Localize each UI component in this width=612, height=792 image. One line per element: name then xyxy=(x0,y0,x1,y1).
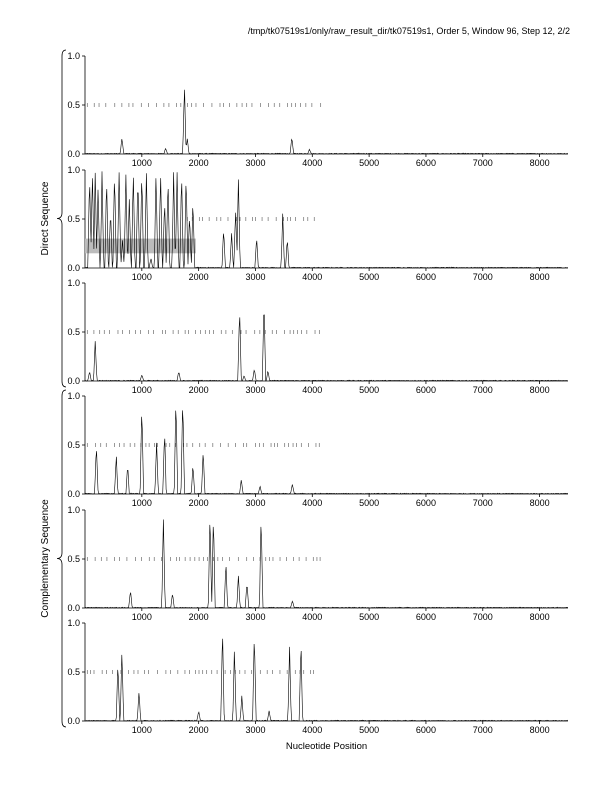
x-tick-label: 7000 xyxy=(472,158,493,168)
x-tick-label: 8000 xyxy=(529,498,550,508)
series-line-panel-1 xyxy=(85,90,568,154)
page-title: /tmp/tk07519s1/only/raw_result_dir/tk07519s1, Order 5, Window 96, Step 12, 2/2 xyxy=(247,26,570,36)
x-tick-label: 7000 xyxy=(472,498,493,508)
x-tick-label: 1000 xyxy=(131,158,152,168)
x-tick-label: 6000 xyxy=(415,272,436,282)
x-tick-label: 2000 xyxy=(188,612,209,622)
y-tick-label: 0.5 xyxy=(67,100,80,110)
x-tick-label: 6000 xyxy=(415,385,436,395)
series-line-panel-2 xyxy=(85,171,568,268)
group-brace xyxy=(57,390,66,727)
x-tick-label: 1000 xyxy=(131,612,152,622)
x-tick-label: 5000 xyxy=(359,612,380,622)
y-tick-label: 1.0 xyxy=(67,391,80,401)
y-tick-label: 0.5 xyxy=(67,667,80,677)
y-tick-label: 0.0 xyxy=(67,489,80,499)
x-tick-label: 7000 xyxy=(472,725,493,735)
group-label: Complementary Sequence xyxy=(40,499,51,618)
y-tick-label: 0.5 xyxy=(67,214,80,224)
x-tick-label: 6000 xyxy=(415,725,436,735)
x-tick-label: 6000 xyxy=(415,612,436,622)
y-tick-label: 0.0 xyxy=(67,376,80,386)
group-label: Direct Sequence xyxy=(40,181,51,256)
x-axis-label: Nucleotide Position xyxy=(285,741,368,752)
x-tick-label: 4000 xyxy=(302,158,323,168)
series-line-panel-3 xyxy=(85,315,568,381)
x-tick-label: 3000 xyxy=(245,612,266,622)
x-tick-label: 3000 xyxy=(245,272,266,282)
x-tick-label: 8000 xyxy=(529,385,550,395)
y-tick-label: 0.0 xyxy=(67,263,80,273)
y-tick-label: 0.0 xyxy=(67,716,80,726)
x-tick-label: 7000 xyxy=(472,272,493,282)
x-tick-label: 4000 xyxy=(302,498,323,508)
x-tick-label: 5000 xyxy=(359,725,380,735)
x-tick-label: 5000 xyxy=(359,158,380,168)
y-tick-label: 1.0 xyxy=(67,51,80,61)
y-tick-label: 1.0 xyxy=(67,278,80,288)
y-tick-label: 0.5 xyxy=(67,440,80,450)
x-tick-label: 2000 xyxy=(188,272,209,282)
x-tick-label: 3000 xyxy=(245,385,266,395)
x-tick-label: 2000 xyxy=(188,385,209,395)
x-tick-label: 7000 xyxy=(472,612,493,622)
x-tick-label: 2000 xyxy=(188,158,209,168)
x-tick-label: 8000 xyxy=(529,612,550,622)
x-tick-label: 6000 xyxy=(415,158,436,168)
x-tick-label: 4000 xyxy=(302,272,323,282)
x-tick-label: 4000 xyxy=(302,612,323,622)
x-tick-label: 6000 xyxy=(415,498,436,508)
x-tick-label: 3000 xyxy=(245,725,266,735)
y-tick-label: 0.5 xyxy=(67,327,80,337)
series-line-panel-5 xyxy=(85,520,568,609)
y-tick-label: 0.0 xyxy=(67,149,80,159)
series-line-panel-6 xyxy=(85,639,568,721)
y-tick-label: 1.0 xyxy=(67,618,80,628)
x-tick-label: 4000 xyxy=(302,725,323,735)
x-tick-label: 5000 xyxy=(359,385,380,395)
x-tick-label: 4000 xyxy=(302,385,323,395)
x-tick-label: 8000 xyxy=(529,272,550,282)
x-tick-label: 1000 xyxy=(131,272,152,282)
x-tick-label: 3000 xyxy=(245,158,266,168)
x-tick-label: 5000 xyxy=(359,498,380,508)
series-line-panel-4 xyxy=(85,410,568,494)
x-tick-label: 3000 xyxy=(245,498,266,508)
x-tick-label: 2000 xyxy=(188,498,209,508)
x-tick-label: 1000 xyxy=(131,725,152,735)
y-tick-label: 1.0 xyxy=(67,505,80,515)
x-tick-label: 5000 xyxy=(359,272,380,282)
x-tick-label: 2000 xyxy=(188,725,209,735)
group-brace xyxy=(57,50,66,387)
x-tick-label: 1000 xyxy=(131,385,152,395)
x-tick-label: 8000 xyxy=(529,158,550,168)
y-tick-label: 0.0 xyxy=(67,603,80,613)
x-tick-label: 8000 xyxy=(529,725,550,735)
x-tick-label: 7000 xyxy=(472,385,493,395)
x-tick-label: 1000 xyxy=(131,498,152,508)
y-tick-label: 1.0 xyxy=(67,165,80,175)
y-tick-label: 0.5 xyxy=(67,554,80,564)
